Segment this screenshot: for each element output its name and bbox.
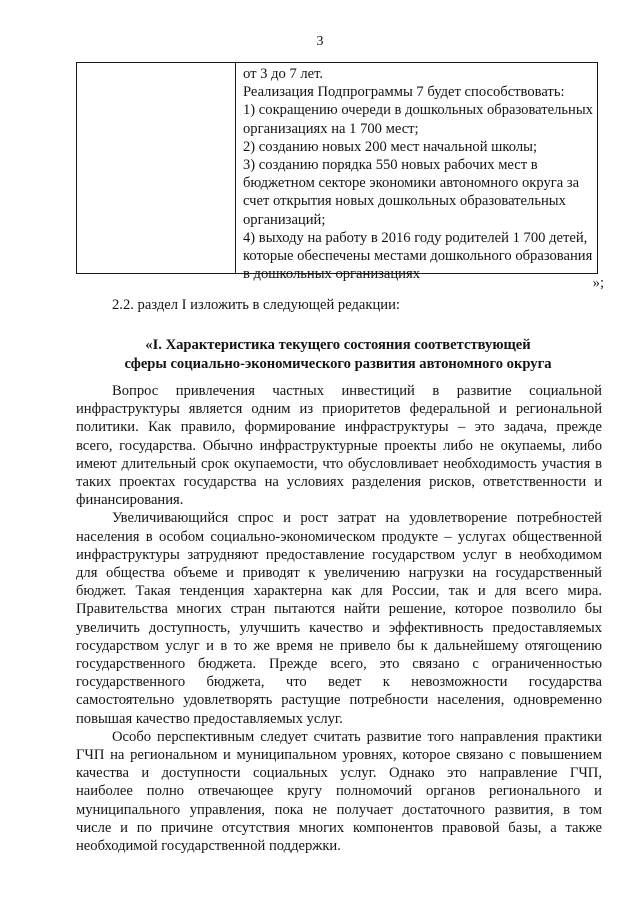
text-line: повышая качество предоставляемых услуг. bbox=[76, 710, 343, 727]
text-line: инфраструктуры является одним из приоритетов федеральной и региональной bbox=[76, 401, 602, 418]
text-line: Правительства многих стран пытаются найти решение, которое позволило бы bbox=[76, 601, 602, 618]
text-line: увеличить доступность, улучшить качество и эффективность предоставляемых bbox=[76, 619, 602, 636]
text-line: государством услуг и в то же время не привело бы к дальнейшему отягощению bbox=[76, 637, 602, 654]
text-line: муниципального управления, пока не получает достаточного развития, в том bbox=[76, 801, 602, 818]
text-line: самостоятельно удовлетворять растущие потребности населения, одновременно bbox=[76, 692, 602, 709]
paragraph-2 bbox=[76, 509, 602, 727]
table-line: от 3 до 7 лет. bbox=[243, 66, 324, 82]
text-line: числе и по причине отсутствия многих компонентов правовой базы, а также bbox=[76, 819, 602, 836]
text-line: бюджет. Такая тенденция характерна как для России, так и для всего мира. bbox=[76, 583, 602, 600]
text-line: государственного бюджета. Прежде всего, это связано с ограниченностью bbox=[76, 656, 602, 673]
table-line: организациях на 1 700 мест; bbox=[243, 120, 419, 137]
table-line: 3) созданию порядка 550 новых рабочих мест в bbox=[243, 157, 538, 174]
table-line: Реализация Подпрограммы 7 будет способствовать: bbox=[243, 84, 565, 101]
body-text bbox=[76, 382, 602, 855]
amendment-instruction: 2.2. раздел I изложить в следующей редакции: bbox=[112, 297, 400, 313]
section-heading-line: «I. Характеристика текущего состояния соответствующей bbox=[145, 337, 531, 353]
text-line: политики. Как правило, формирование инфраструктуры – это задача, прежде bbox=[76, 419, 602, 436]
paragraph-3 bbox=[76, 728, 602, 855]
continued-table bbox=[76, 62, 598, 283]
table-line: 2) созданию новых 200 мест начальной школы; bbox=[243, 138, 538, 155]
text-line: качества и доступности социальных услуг. Однако это направление ГЧП, bbox=[76, 765, 602, 782]
section-heading bbox=[76, 336, 600, 373]
table-line: 1) сокращению очереди в дошкольных образовательных bbox=[243, 102, 593, 119]
table-line: в дошкольных организациях bbox=[243, 266, 420, 283]
text-line: всего, государства. Обычно инфраструктурные проекты либо не окупаемы, либо bbox=[76, 437, 602, 454]
text-line: необходимой государственной поддержки. bbox=[76, 838, 341, 855]
table-line: бюджетном секторе экономики автономного округа за bbox=[243, 175, 580, 192]
text-line: наиболее полно отвечающее кругу полномочий органов регионального и bbox=[76, 783, 602, 800]
closing-quote-mark: »; bbox=[592, 275, 604, 291]
table-line: организаций; bbox=[243, 211, 326, 228]
table-column-divider bbox=[235, 63, 236, 273]
table-line: 4) выходу на работу в 2016 году родителей 1 700 детей, bbox=[243, 229, 588, 246]
table-line: которые обеспечены местами дошкольного образования bbox=[243, 248, 593, 265]
text-line: инфраструктуры затрудняют предоставление государством услуг в необходимом bbox=[76, 546, 602, 563]
section-heading-line: сферы социально-экономического развития автономного округа bbox=[124, 355, 552, 372]
text-line: ГЧП на региональном и муниципальном уровнях, которое связано с повышением bbox=[76, 747, 602, 764]
text-line: Увеличивающийся спрос и рост затрат на удовлетворение потребностей bbox=[112, 510, 602, 527]
page-number: 3 bbox=[316, 34, 324, 49]
text-line: государственного бюджета, что ведет к невозможности государства bbox=[76, 674, 602, 691]
text-line: Вопрос привлечения частных инвестиций в развитие социальной bbox=[112, 383, 602, 399]
text-line: для общества объеме и приводят к увеличению нагрузки на государственный bbox=[76, 565, 602, 582]
table-line: счет открытия новых дошкольных образовательных bbox=[243, 193, 566, 210]
text-line: Особо перспективным следует считать развитие того направления практики bbox=[112, 728, 602, 745]
paragraph-1 bbox=[76, 382, 602, 509]
text-line: имеют длительный срок окупаемости, что обусловливает необходимость участия в bbox=[76, 455, 602, 472]
text-line: населения в особом социально-экономическом продукте – услугах общественной bbox=[76, 528, 602, 545]
table-cell-content bbox=[243, 65, 591, 283]
text-line: таких проектах государства на условиях разделения рисков, ответственности и bbox=[76, 474, 602, 491]
text-line: финансирования. bbox=[76, 492, 184, 509]
